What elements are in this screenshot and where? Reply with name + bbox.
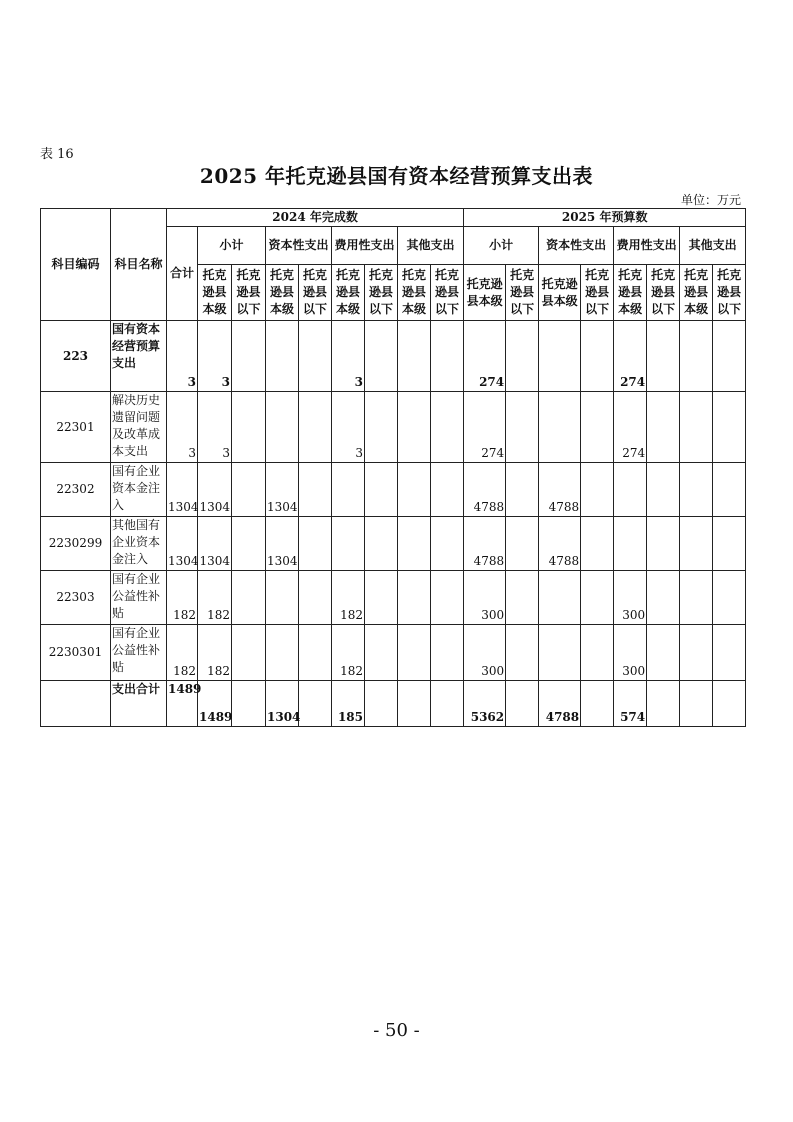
value-cell bbox=[365, 625, 398, 681]
value-cell bbox=[398, 463, 431, 517]
row-code: 22302 bbox=[41, 463, 111, 517]
value-cell bbox=[539, 321, 581, 392]
row-name: 其他国有企业资本金注入 bbox=[111, 517, 167, 571]
value-cell bbox=[539, 392, 581, 463]
row-code bbox=[41, 681, 111, 727]
row-name: 国有资本经营预算支出 bbox=[111, 321, 167, 392]
header-below-county: 托克逊县以下 bbox=[647, 265, 680, 321]
value-cell bbox=[680, 463, 713, 517]
value-cell: 1304 bbox=[198, 463, 232, 517]
table-row bbox=[41, 517, 746, 571]
row-code: 22301 bbox=[41, 392, 111, 463]
value-cell bbox=[332, 517, 365, 571]
value-cell bbox=[365, 517, 398, 571]
value-cell bbox=[539, 625, 581, 681]
value-cell: 182 bbox=[332, 571, 365, 625]
value-cell: 4788 bbox=[464, 463, 506, 517]
value-cell: 274 bbox=[614, 321, 647, 392]
row-code: 22303 bbox=[41, 571, 111, 625]
value-cell bbox=[266, 321, 299, 392]
value-cell bbox=[365, 392, 398, 463]
header-below-county: 托克逊县以下 bbox=[299, 265, 332, 321]
value-cell: 300 bbox=[464, 571, 506, 625]
value-cell bbox=[647, 571, 680, 625]
value-cell bbox=[581, 392, 614, 463]
header-county-level: 托克逊县本级 bbox=[332, 265, 365, 321]
header-below-county: 托克逊县以下 bbox=[431, 265, 464, 321]
value-cell bbox=[581, 517, 614, 571]
value-cell bbox=[680, 321, 713, 392]
value-cell: 182 bbox=[332, 625, 365, 681]
page-number: - 50 - bbox=[373, 1020, 420, 1041]
value-cell bbox=[647, 463, 680, 517]
value-cell bbox=[232, 625, 266, 681]
value-cell: 1304 bbox=[198, 517, 232, 571]
value-cell bbox=[581, 321, 614, 392]
row-name: 国有企业资本金注入 bbox=[111, 463, 167, 517]
value-cell bbox=[232, 681, 266, 727]
value-cell: 182 bbox=[167, 625, 198, 681]
header-county-level: 托克逊县本级 bbox=[539, 265, 581, 321]
header-county-level: 托克逊县本级 bbox=[464, 265, 506, 321]
value-cell bbox=[506, 321, 539, 392]
header-2025-capital: 资本性支出 bbox=[539, 227, 614, 265]
value-cell: 1304 bbox=[167, 463, 198, 517]
value-cell bbox=[232, 392, 266, 463]
header-2024-total: 合计 bbox=[167, 227, 198, 321]
value-cell bbox=[506, 571, 539, 625]
header-below-county: 托克逊县以下 bbox=[232, 265, 266, 321]
value-cell bbox=[398, 392, 431, 463]
value-cell bbox=[232, 321, 266, 392]
value-cell bbox=[614, 463, 647, 517]
header-2025-subtotal: 小计 bbox=[464, 227, 539, 265]
header-county-level: 托克逊县本级 bbox=[198, 265, 232, 321]
value-cell: 4788 bbox=[539, 681, 581, 727]
value-cell: 3 bbox=[198, 321, 232, 392]
value-cell: 1304 bbox=[266, 681, 299, 727]
value-cell bbox=[365, 681, 398, 727]
table-row bbox=[41, 321, 746, 392]
value-cell: 1304 bbox=[266, 463, 299, 517]
value-cell: 4788 bbox=[539, 463, 581, 517]
table-row bbox=[41, 392, 746, 463]
table-row bbox=[41, 571, 746, 625]
value-cell bbox=[332, 463, 365, 517]
value-cell: 182 bbox=[167, 571, 198, 625]
value-cell bbox=[431, 321, 464, 392]
value-cell: 1489 bbox=[167, 681, 198, 727]
value-cell bbox=[680, 517, 713, 571]
row-code: 2230299 bbox=[41, 517, 111, 571]
value-cell: 274 bbox=[464, 392, 506, 463]
value-cell bbox=[431, 517, 464, 571]
value-cell bbox=[299, 321, 332, 392]
value-cell bbox=[431, 681, 464, 727]
header-below-county: 托克逊县以下 bbox=[581, 265, 614, 321]
header-below-county: 托克逊县以下 bbox=[506, 265, 539, 321]
row-code: 223 bbox=[41, 321, 111, 392]
header-county-level: 托克逊县本级 bbox=[614, 265, 647, 321]
unit-label: 单位：万元 bbox=[680, 193, 741, 207]
value-cell bbox=[581, 463, 614, 517]
value-cell: 300 bbox=[464, 625, 506, 681]
value-cell bbox=[647, 517, 680, 571]
value-cell: 5362 bbox=[464, 681, 506, 727]
header-2024-other: 其他支出 bbox=[398, 227, 464, 265]
value-cell bbox=[713, 517, 746, 571]
header-below-county: 托克逊县以下 bbox=[713, 265, 746, 321]
header-code: 科目编码 bbox=[41, 209, 111, 321]
value-cell bbox=[713, 321, 746, 392]
value-cell: 182 bbox=[198, 571, 232, 625]
header-2025-group: 2025 年预算数 bbox=[464, 209, 746, 227]
value-cell bbox=[506, 517, 539, 571]
value-cell bbox=[365, 463, 398, 517]
value-cell bbox=[647, 625, 680, 681]
header-2024-expense: 费用性支出 bbox=[332, 227, 398, 265]
row-name: 国有企业公益性补贴 bbox=[111, 625, 167, 681]
value-cell bbox=[680, 625, 713, 681]
header-name: 科目名称 bbox=[111, 209, 167, 321]
value-cell: 4788 bbox=[464, 517, 506, 571]
value-cell: 3 bbox=[167, 392, 198, 463]
value-cell bbox=[539, 571, 581, 625]
table-body bbox=[41, 321, 746, 727]
table-row bbox=[41, 681, 746, 727]
value-cell: 3 bbox=[332, 321, 365, 392]
budget-table bbox=[40, 208, 746, 727]
value-cell: 1304 bbox=[266, 517, 299, 571]
value-cell bbox=[398, 321, 431, 392]
value-cell: 574 bbox=[614, 681, 647, 727]
value-cell: 185 bbox=[332, 681, 365, 727]
value-cell bbox=[398, 681, 431, 727]
value-cell: 1304 bbox=[167, 517, 198, 571]
value-cell bbox=[266, 625, 299, 681]
value-cell bbox=[647, 681, 680, 727]
header-2025-expense: 费用性支出 bbox=[614, 227, 680, 265]
value-cell: 300 bbox=[614, 571, 647, 625]
value-cell: 3 bbox=[167, 321, 198, 392]
value-cell: 182 bbox=[198, 625, 232, 681]
value-cell bbox=[713, 625, 746, 681]
value-cell bbox=[713, 681, 746, 727]
value-cell bbox=[506, 625, 539, 681]
value-cell bbox=[680, 681, 713, 727]
value-cell bbox=[299, 625, 332, 681]
value-cell bbox=[299, 681, 332, 727]
value-cell bbox=[680, 571, 713, 625]
header-below-county: 托克逊县以下 bbox=[365, 265, 398, 321]
header-county-level: 托克逊县本级 bbox=[680, 265, 713, 321]
row-code: 2230301 bbox=[41, 625, 111, 681]
value-cell bbox=[365, 321, 398, 392]
header-county-level: 托克逊县本级 bbox=[398, 265, 431, 321]
page-title: 2025 年托克逊县国有资本经营预算支出表 bbox=[199, 164, 594, 188]
row-name: 支出合计 bbox=[111, 681, 167, 727]
value-cell: 3 bbox=[332, 392, 365, 463]
value-cell bbox=[266, 392, 299, 463]
value-cell bbox=[431, 625, 464, 681]
header-county-level: 托克逊县本级 bbox=[266, 265, 299, 321]
value-cell: 4788 bbox=[539, 517, 581, 571]
table-row bbox=[41, 463, 746, 517]
value-cell bbox=[266, 571, 299, 625]
value-cell bbox=[713, 392, 746, 463]
value-cell bbox=[506, 681, 539, 727]
value-cell bbox=[299, 463, 332, 517]
value-cell bbox=[431, 463, 464, 517]
value-cell bbox=[713, 571, 746, 625]
value-cell bbox=[647, 392, 680, 463]
value-cell bbox=[299, 571, 332, 625]
value-cell bbox=[713, 463, 746, 517]
value-cell bbox=[398, 625, 431, 681]
value-cell: 274 bbox=[614, 392, 647, 463]
value-cell bbox=[506, 463, 539, 517]
value-cell bbox=[232, 571, 266, 625]
value-cell bbox=[232, 463, 266, 517]
row-name: 国有企业公益性补贴 bbox=[111, 571, 167, 625]
value-cell bbox=[299, 392, 332, 463]
value-cell: 1489 bbox=[198, 681, 232, 727]
value-cell bbox=[581, 681, 614, 727]
value-cell bbox=[581, 625, 614, 681]
value-cell bbox=[398, 571, 431, 625]
value-cell bbox=[680, 392, 713, 463]
table-number: 表 16 bbox=[40, 147, 74, 162]
value-cell bbox=[647, 321, 680, 392]
header-2024-capital: 资本性支出 bbox=[266, 227, 332, 265]
value-cell bbox=[614, 517, 647, 571]
value-cell bbox=[506, 392, 539, 463]
header-2024-subtotal: 小计 bbox=[198, 227, 266, 265]
value-cell: 300 bbox=[614, 625, 647, 681]
header-2024-group: 2024 年完成数 bbox=[167, 209, 464, 227]
value-cell bbox=[398, 517, 431, 571]
value-cell bbox=[581, 571, 614, 625]
value-cell bbox=[232, 517, 266, 571]
table-row bbox=[41, 625, 746, 681]
row-name: 解决历史遗留问题及改革成本支出 bbox=[111, 392, 167, 463]
value-cell: 3 bbox=[198, 392, 232, 463]
value-cell bbox=[431, 571, 464, 625]
value-cell bbox=[299, 517, 332, 571]
value-cell bbox=[431, 392, 464, 463]
value-cell bbox=[365, 571, 398, 625]
header-2025-other: 其他支出 bbox=[680, 227, 746, 265]
value-cell: 274 bbox=[464, 321, 506, 392]
